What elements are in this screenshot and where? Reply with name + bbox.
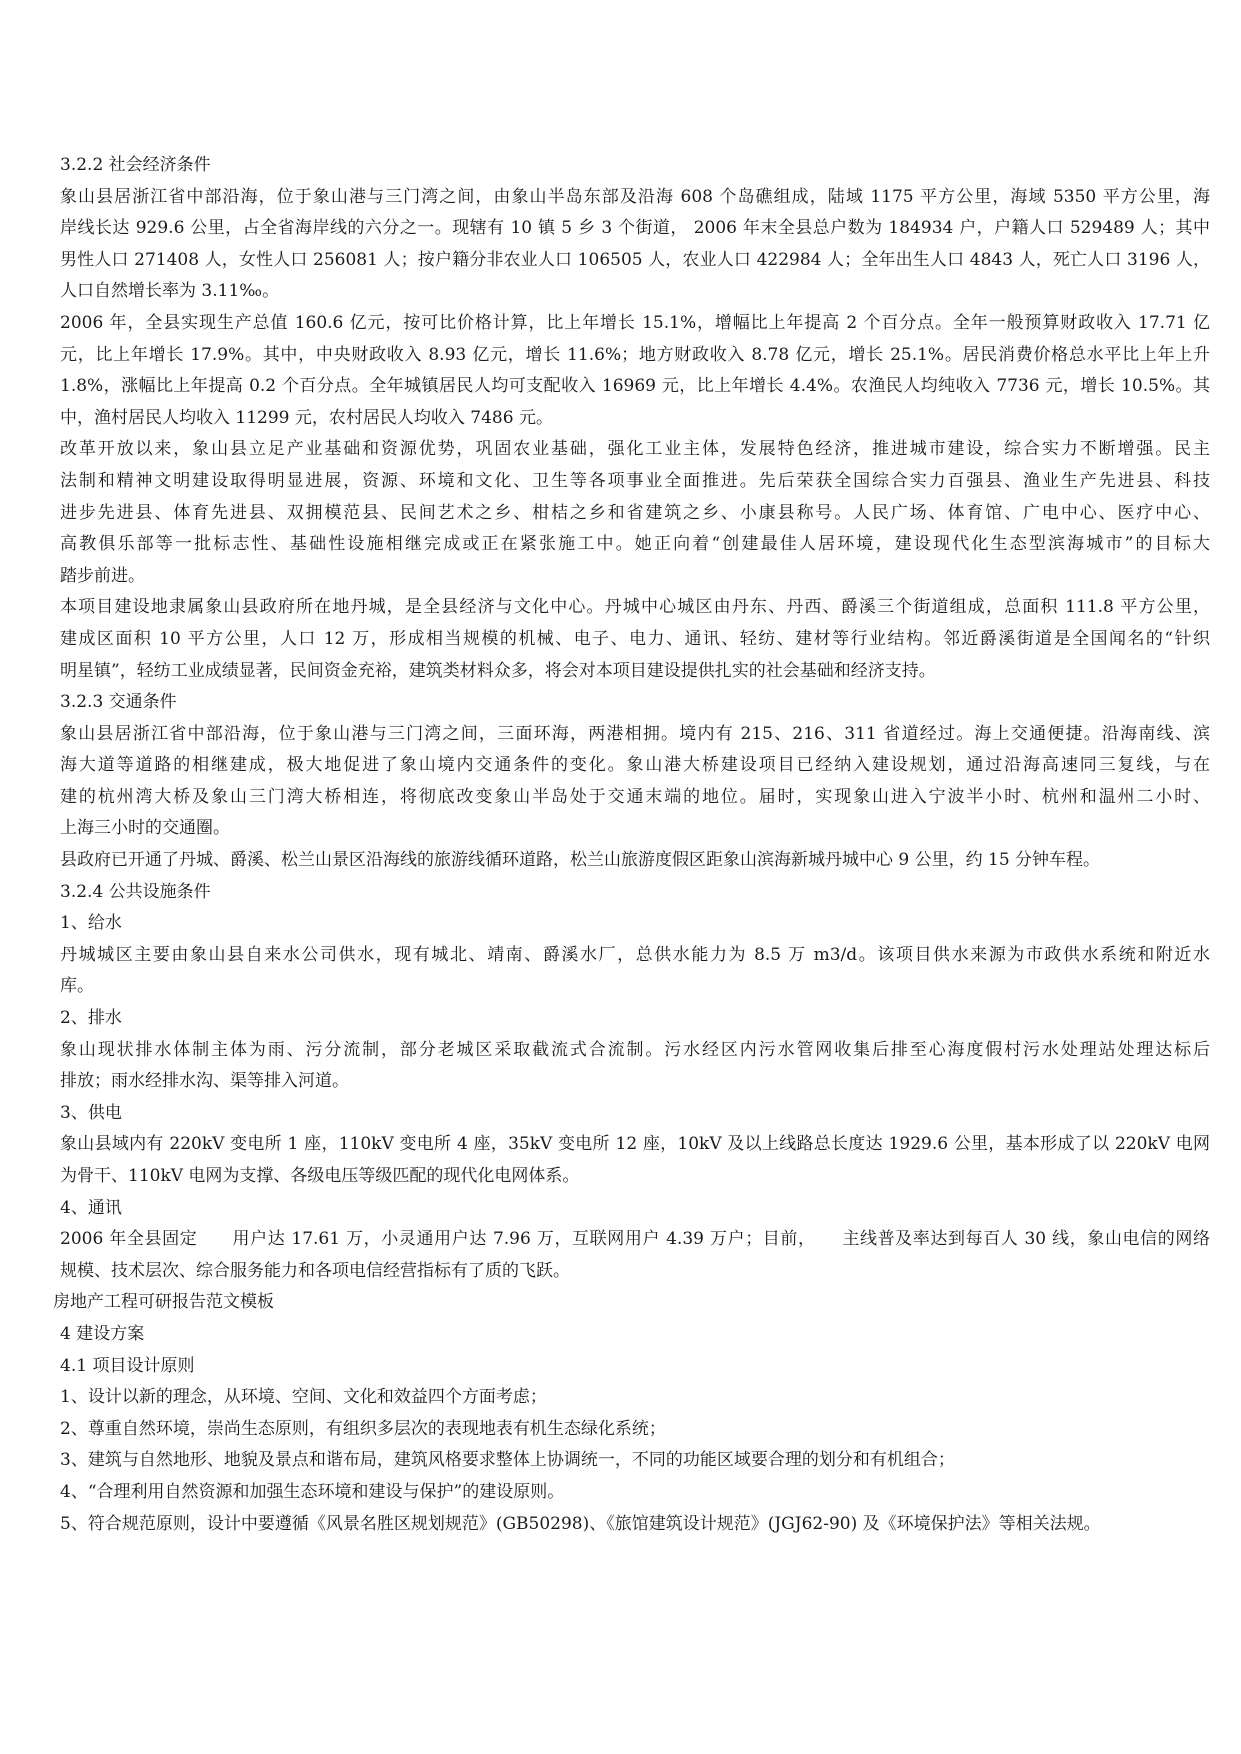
text-line: 建的杭州湾大桥及象山三门湾大桥相连，将彻底改变象山半岛处于交通末端的地位。届时，实现象山进入宁波半小时、杭州和温州二小时、: [60, 786, 1210, 807]
text-line: 1.8%，涨幅比上年提高 0.2 个百分点。全年城镇居民人均可支配收入 16969 元，比上年增长 4.4%。农渔民人均纯收入 7736 元，增长 10.5%。其: [60, 376, 1210, 397]
document-body: [53, 150, 1210, 1540]
text-line: 丹城城区主要由象山县自来水公司供水，现有城北、靖南、爵溪水厂，总供水能力为 8.5 万 m3/d。该项目供水来源为市政供水系统和附近水: [60, 944, 1210, 965]
list-item: 5、符合规范原则，设计中要遵循《风景名胜区规划规范》(GB50298)、《旅馆建筑设计规范》(JGJ62-90) 及《环境保护法》等相关法规。: [60, 1513, 1101, 1534]
text-line: 人口自然增长率为 3.11‰。: [60, 281, 280, 302]
list-item: 2、尊重自然环境，崇尚生态原则，有组织多层次的表现地表有机生态绿化系统；: [60, 1418, 666, 1439]
text-line: 中，渔村居民人均收入 11299 元，农村居民人均收入 7486 元。: [60, 407, 553, 428]
section-heading-3-2-2: 3.2.2 社会经济条件: [60, 155, 211, 175]
paragraph-economy: [60, 308, 1210, 434]
text-line: 进步先进县、体育先进县、双拥模范县、民间艺术之乡、柑桔之乡和省建筑之乡、小康县称号。人民广场、体育馆、广电中心、医疗中心、: [60, 502, 1210, 523]
text-line: 为骨干、110kV 电网为支撑、各级电压等级匹配的现代化电网体系。: [60, 1166, 580, 1186]
paragraph-development: [60, 434, 1210, 592]
text-line: 岸线长达 929.6 公里，占全省海岸线的六分之一。现辖有 10 镇 5 乡 3 个街道， 2006 年末全县总户数为 184934 户，户籍人口 529489 人；其中: [60, 218, 1210, 239]
subheading-water-supply: 1、给水: [60, 913, 122, 934]
paragraph-population: [60, 182, 1210, 308]
text-line: 法制和精神文明建设取得明显进展，资源、环境和文化、卫生等各项事业全面推进。先后荣获全国综合实力百强县、渔业生产先进县、科技: [60, 470, 1210, 491]
subheading-telecom: 4、通讯: [60, 1197, 122, 1218]
section-heading-4-1: 4.1 项目设计原则: [60, 1355, 195, 1376]
text-line: 规模、技术层次、综合服务能力和各项电信经营指标有了质的飞跃。: [60, 1260, 570, 1281]
text-line: 海大道等道路的相继建成，极大地促进了象山境内交通条件的变化。象山港大桥建设项目已经纳入建设规划，通过沿海高速同三复线，与在: [60, 755, 1210, 776]
text-line: 明星镇”，轻纺工业成绩显著，民间资金充裕，建筑类材料众多，将会对本项目建设提供扎实的社会基础和经济支持。: [60, 660, 936, 681]
text-line: 县政府已开通了丹城、爵溪、松兰山景区沿海线的旅游线循环道路，松兰山旅游度假区距象山滨海新城丹城中心 9 公里，约 15 分钟车程。: [60, 850, 1101, 871]
section-heading-3-2-3: 3.2.3 交通条件: [60, 692, 177, 713]
subheading-drainage: 2、排水: [60, 1008, 122, 1029]
text-line: 建成区面积 10 平方公里，人口 12 万，形成相当规模的机械、电子、电力、通讯、轻纺、建材等行业结构。邻近爵溪街道是全国闻名的“针织: [60, 628, 1210, 649]
design-principles-list: [60, 1382, 1210, 1540]
paragraph-project-site: [60, 592, 1210, 687]
list-item: 3、建筑与自然地形、地貌及景点和谐布局，建筑风格要求整体上协调统一，不同的功能区域要合理的划分和有机组合；: [60, 1450, 955, 1471]
list-item: 1、设计以新的理念，从环境、空间、文化和效益四个方面考虑；: [60, 1387, 547, 1408]
paragraph-drainage: [60, 1035, 1210, 1098]
text-line: 库。: [60, 976, 94, 997]
text-line: 本项目建设地隶属象山县政府所在地丹城，是全县经济与文化中心。丹城中心城区由丹东、丹西、爵溪三个街道组成，总面积 111.8 平方公里，: [60, 597, 1210, 618]
text-line: 上海三小时的交通圈。: [60, 818, 230, 839]
section-heading-3-2-4: 3.2.4 公共设施条件: [60, 881, 211, 902]
text-line: 象山县居浙江省中部沿海，位于象山港与三门湾之间，三面环海，两港相拥。境内有 215、216、311 省道经过。海上交通便捷。沿海南线、滨: [60, 723, 1210, 744]
text-line: 排放；雨水经排水沟、渠等排入河道。: [60, 1071, 349, 1092]
paragraph-telecom: [60, 1224, 1210, 1287]
template-title: 房地产工程可研报告范文模板: [53, 1292, 274, 1313]
list-item: 4、“合理利用自然资源和加强生态环境和建设与保护”的建设原则。: [60, 1481, 565, 1502]
text-line: 2006 年，全县实现生产总值 160.6 亿元，按可比价格计算，比上年增长 15.1%，增幅比上年提高 2 个百分点。全年一般预算财政收入 17.71 亿: [60, 312, 1210, 333]
paragraph-transport: [60, 719, 1210, 845]
text-line: 2006 年全县固定 用户达 17.61 万，小灵通用户达 7.96 万，互联网用户 4.39 万户；目前， 主线普及率达到每百人 30 线，象山电信的网络: [60, 1229, 1210, 1250]
subheading-power-supply: 3、供电: [60, 1102, 122, 1123]
paragraph-tourism-road: [60, 845, 1210, 877]
text-line: 男性人口 271408 人，女性人口 256081 人；按户籍分非农业人口 106505 人，农业人口 422984 人；全年出生人口 4843 人，死亡人口 3196 人，: [60, 249, 1210, 270]
text-line: 元，比上年增长 17.9%。其中，中央财政收入 8.93 亿元，增长 11.6%；地方财政收入 8.78 亿元，增长 25.1%。居民消费价格总水平比上年上升: [60, 344, 1210, 365]
text-line: 象山现状排水体制主体为雨、污分流制，部分老城区采取截流式合流制。污水经区内污水管网收集后排至心海度假村污水处理站处理达标后: [60, 1039, 1210, 1060]
text-line: 象山县居浙江省中部沿海，位于象山港与三门湾之间，由象山半岛东部及沿海 608 个岛礁组成，陆域 1175 平方公里，海域 5350 平方公里，海: [60, 186, 1210, 207]
text-line: 象山县域内有 220kV 变电所 1 座，110kV 变电所 4 座，35kV 变电所 12 座，10kV 及以上线路总长度达 1929.6 公里，基本形成了以 220kV 电网: [60, 1134, 1210, 1155]
text-line: 踏步前进。: [60, 565, 145, 586]
section-heading-4: 4 建设方案: [60, 1323, 145, 1344]
paragraph-power-supply: [60, 1129, 1210, 1192]
text-line: 改革开放以来，象山县立足产业基础和资源优势，巩固农业基础，强化工业主体，发展特色经济，推进城市建设，综合实力不断增强。民主: [60, 439, 1210, 460]
text-line: 高教俱乐部等一批标志性、基础性设施相继完成或正在紧张施工中。她正向着“创建最佳人居环境，建设现代化生态型滨海城市”的目标大: [60, 534, 1210, 555]
paragraph-water-supply: [60, 940, 1210, 1003]
